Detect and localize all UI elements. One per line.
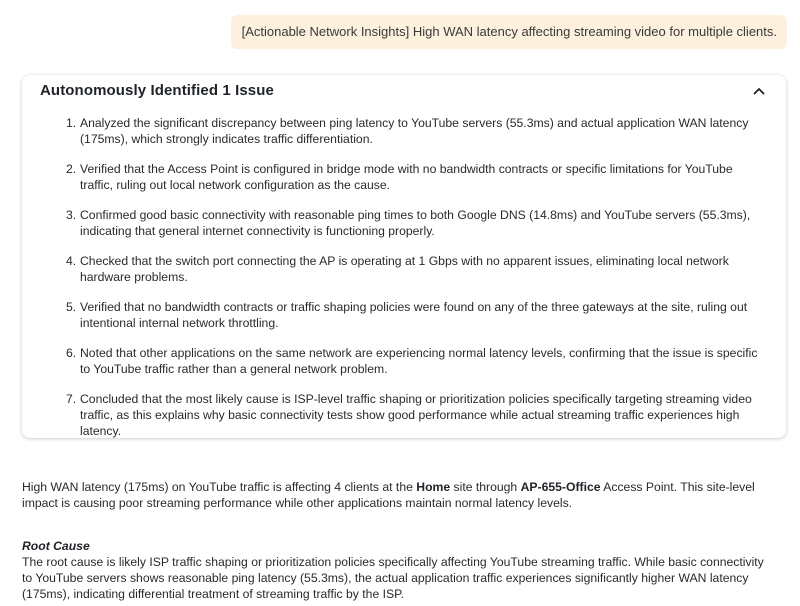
site-name: Home [416,480,451,494]
step-text: Verified that the Access Point is configured in bridge mode with no bandwidth contracts or specific limitations for YouTube traffic, ruling out local network configuration as the cause. [80,162,733,192]
list-item [62,253,768,285]
step-number: 1. [66,116,77,130]
step-text: Verified that no bandwidth contracts or traffic shaping policies were found on any of the three gateways at the site, ruling out intentional internal network throttling. [80,300,748,330]
step-number: 4. [66,254,77,268]
issue-card-header[interactable] [22,75,786,107]
issue-card-title: Autonomously Identified 1 Issue [40,82,274,99]
collapse-button[interactable] [749,81,769,101]
step-text: Analyzed the significant discrepancy between ping latency to YouTube servers (55.3ms) and actual application WAN latency (175ms), which strongly indicates traffic differentiation. [80,116,749,146]
step-number: 6. [66,346,77,360]
chevron-up-icon [749,81,769,101]
list-item [62,345,768,377]
issue-card [22,75,786,438]
step-number: 5. [66,300,77,314]
user-message-bubble [231,15,787,49]
impact-summary [22,479,782,511]
step-text: Checked that the switch port connecting the AP is operating at 1 Gbps with no apparent issues, eliminating local network hardware problems. [80,254,729,284]
summary-text-1: High WAN latency (175ms) on YouTube traffic is affecting 4 clients at the [22,480,417,494]
step-number: 7. [66,392,77,406]
list-item [62,299,768,331]
step-text: Noted that other applications on the same network are experiencing normal latency levels, confirming that the issue is specific to YouTube traffic rather than a general network problem. [80,346,758,376]
list-item [62,207,768,239]
step-number: 2. [66,162,77,176]
summary-text-2: site through [450,480,521,494]
list-item [62,115,768,147]
step-text: Confirmed good basic connectivity with reasonable ping times to both Google DNS (14.8ms) and YouTube servers (55.3ms), indicating that general internet connectivity is functioning properly. [80,208,751,238]
list-item [62,391,768,439]
user-message-text: [Actionable Network Insights] High WAN latency affecting streaming video for multiple clients. [241,24,777,39]
summary-text-3: Access Point. This site-level impact is causing poor streaming performance while other applications maintain normal latency levels. [22,480,755,510]
list-item [62,161,768,193]
step-number: 3. [66,208,77,222]
root-cause-text: The root cause is likely ISP traffic shaping or prioritization policies specifically affecting YouTube streaming traffic. While basic connectivity to YouTube servers shows reasonable ping latency (55.3ms), the actual application traffic experiences significantly higher WAN latency (175ms), indicating differential treatment of streaming traffic by the ISP. [22,555,764,601]
analysis-steps-list [62,115,768,453]
step-text: Concluded that the most likely cause is ISP-level traffic shaping or prioritization policies specifically targeting streaming video traffic, as this explains why basic connectivity tests show good performance while actual streaming traffic experiences high latency. [80,392,752,438]
root-cause-heading: Root Cause [22,539,90,553]
access-point-name: AP-655-Office [520,480,601,494]
